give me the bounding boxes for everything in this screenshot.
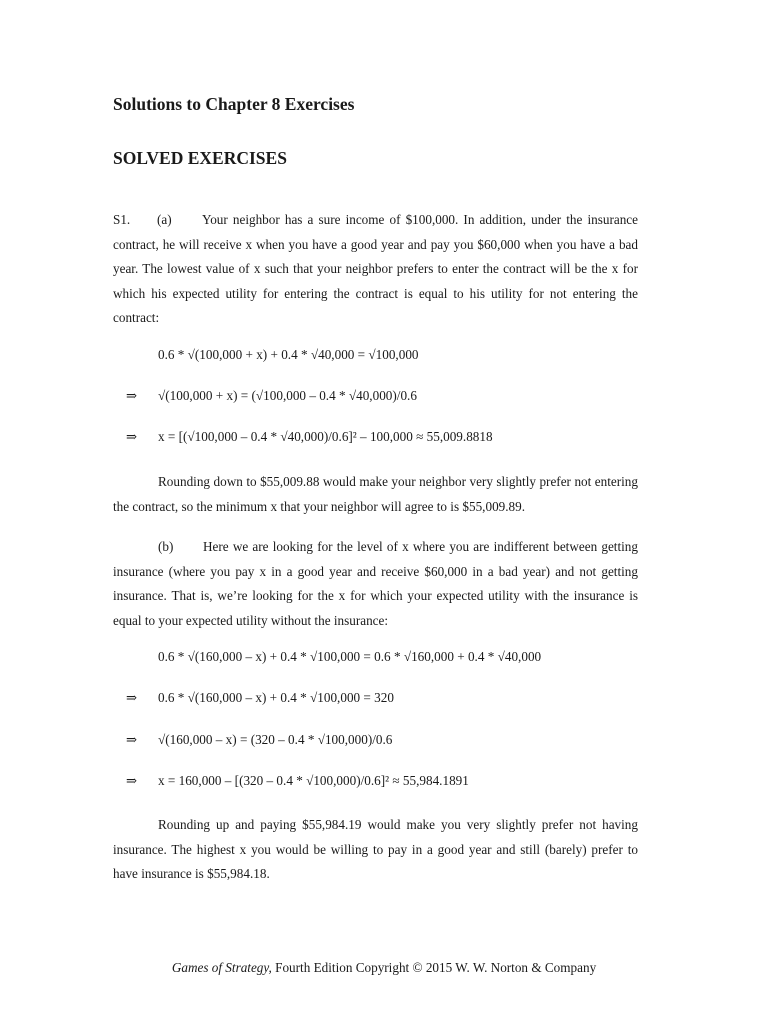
implies-arrow: ⇒	[126, 388, 138, 403]
part-b-label: (b)	[158, 539, 174, 554]
part-a-label: (a)	[157, 212, 172, 227]
conclusion-a	[113, 470, 638, 519]
section-heading: SOLVED EXERCISES	[113, 148, 287, 168]
conclusion-b-text: Rounding up and paying $55,984.19 would make you very slightly prefer not having insurance. The highest x you would be willing to pay in a good year and still (barely) prefer to have insurance is $55,984.18.	[113, 817, 638, 881]
equation-a2: √(100,000 + x) = (√100,000 – 0.4 * √40,000)/0.6	[158, 388, 417, 403]
footer-copyright: Fourth Edition Copyright © 2015 W. W. Norton & Company	[271, 960, 597, 975]
equation-a3: x = [(√100,000 – 0.4 * √40,000)/0.6]² – 100,000 ≈ 55,009.8818	[158, 429, 493, 444]
page-footer	[0, 960, 768, 976]
conclusion-b	[113, 813, 638, 887]
implies-arrow: ⇒	[126, 773, 138, 788]
part-a-body: Your neighbor has a sure income of $100,000. In addition, under the insurance contract, he will receive x when you have a good year and pay you $60,000 when you have a bad year. The lowest value of x such that your neighbor prefers to enter the contract will be the x for which his expected utility for entering the contract is equal to his utility for not entering the contract:	[113, 212, 638, 325]
chapter-title: Solutions to Chapter 8 Exercises	[113, 94, 355, 114]
equation-b4: x = 160,000 – [(320 – 0.4 * √100,000)/0.6]² ≈ 55,984.1891	[158, 773, 469, 788]
conclusion-a-text: Rounding down to $55,009.88 would make your neighbor very slightly prefer not entering the contract, so the minimum x that your neighbor will agree to is $55,009.89.	[113, 474, 638, 514]
equation-b2: 0.6 * √(160,000 – x) + 0.4 * √100,000 = 320	[158, 690, 394, 705]
equation-b3: √(160,000 – x) = (320 – 0.4 * √100,000)/0.6	[158, 732, 393, 747]
equation-a1: 0.6 * √(100,000 + x) + 0.4 * √40,000 = √100,000	[158, 347, 419, 362]
implies-arrow: ⇒	[126, 690, 138, 705]
exercise-s1-part-a-text	[113, 208, 638, 331]
implies-arrow: ⇒	[126, 429, 138, 444]
exercise-s1-part-b-text	[113, 535, 638, 633]
part-b-body: Here we are looking for the level of x where you are indifferent between getting insurance (where you pay x in a good year and receive $60,000 in a bad year) and not getting insurance. That is, we’re looking for the x for which your expected utility with the insurance is equal to your expected utility without the insurance:	[113, 539, 638, 628]
equation-b1: 0.6 * √(160,000 – x) + 0.4 * √100,000 = 0.6 * √160,000 + 0.4 * √40,000	[158, 649, 542, 664]
implies-arrow: ⇒	[126, 732, 138, 747]
exercise-number: S1.	[113, 212, 131, 227]
footer-book-title: Games of Strategy,	[171, 960, 272, 975]
